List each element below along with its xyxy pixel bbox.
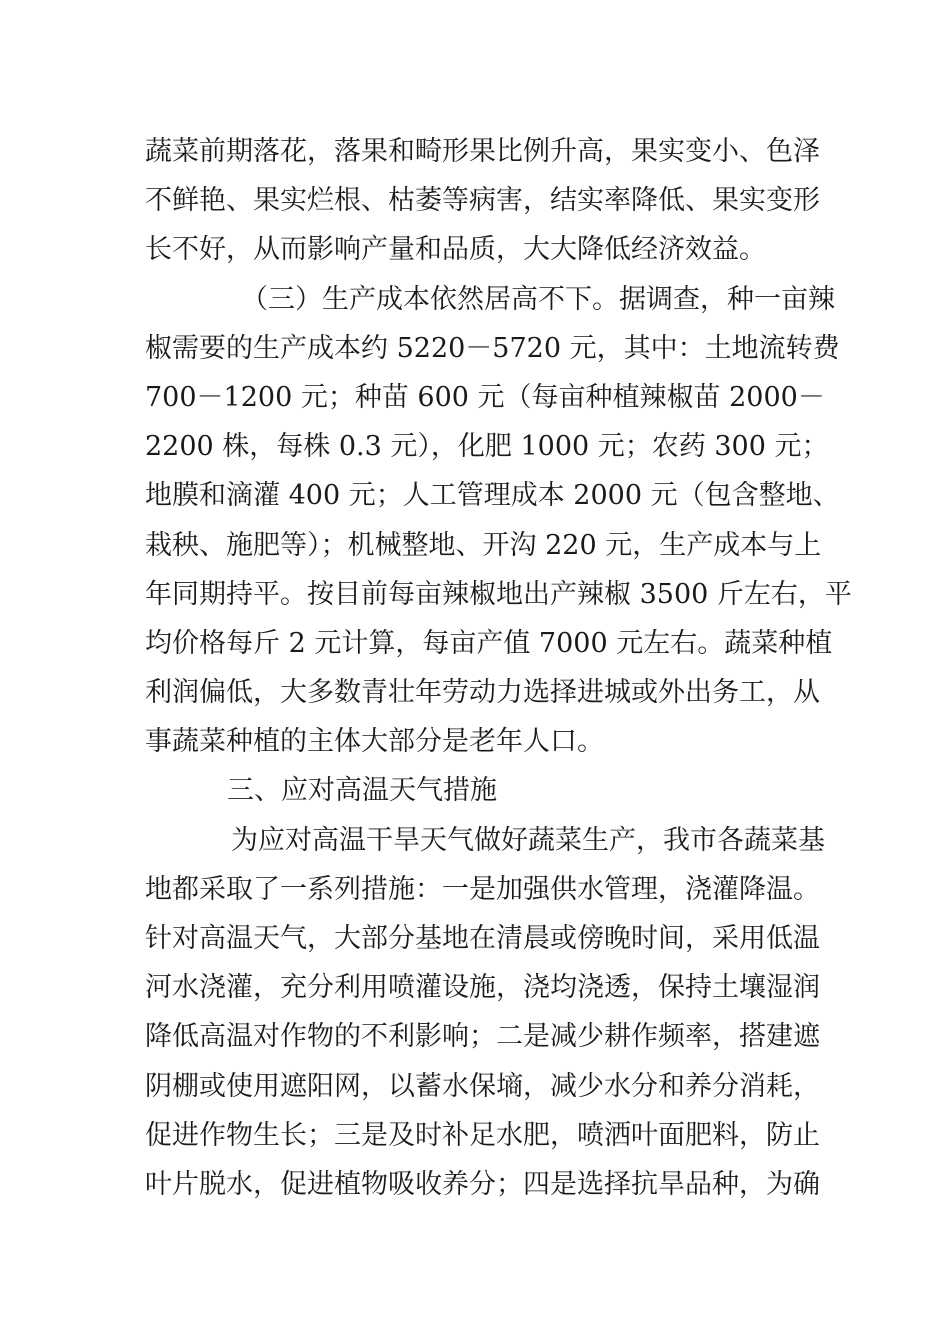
text-line: 促进作物生长；三是及时补足水肥，喷洒叶面肥料，防止 (145, 1119, 820, 1151)
text-line: 均价格每斤 2 元计算，每亩产值 7000 元左右。蔬菜种植 (145, 627, 833, 659)
text-line: 年同期持平。按目前每亩辣椒地出产辣椒 3500 斤左右，平 (145, 578, 852, 610)
text-line: 叶片脱水，促进植物吸收养分；四是选择抗旱品种，为确 (145, 1168, 820, 1200)
section-heading-cost: （三）生产成本依然居高不下。据调查，种一亩辣 (241, 283, 835, 315)
section-heading-measures: 三、应对高温天气措施 (227, 775, 497, 807)
text-line: 阴棚或使用遮阳网，以蓄水保墒，减少水分和养分消耗， (145, 1070, 820, 1102)
text-line: 蔬菜前期落花，落果和畸形果比例升高，果实变小、色泽 (145, 136, 820, 167)
text-line: 河水浇灌，充分利用喷灌设施，浇均浇透，保持土壤湿润 (145, 972, 820, 1004)
text-line: 椒需要的生产成本约 5220－5720 元，其中：土地流转费 (145, 332, 840, 364)
text-line: 栽秧、施肥等）；机械整地、开沟 220 元，生产成本与上 (145, 529, 822, 561)
text-line: 地膜和滴灌 400 元；人工管理成本 2000 元（包含整地、 (145, 480, 840, 512)
text-line: 地都采取了一系列措施：一是加强供水管理，浇灌降温。 (145, 873, 820, 905)
text-line: 2200 株，每株 0.3 元），化肥 1000 元；农药 300 元； (145, 431, 829, 463)
text-line: 利润偏低，大多数青壮年劳动力选择进城或外出务工，从 (145, 677, 820, 709)
text-line: 长不好，从而影响产量和品质，大大降低经济效益。 (145, 234, 766, 266)
text-line: 为应对高温干旱天气做好蔬菜生产，我市各蔬菜基 (231, 824, 825, 856)
body-text (145, 127, 852, 1209)
text-line: 针对高温天气，大部分基地在清晨或傍晚时间，采用低温 (145, 923, 820, 954)
text-line: 事蔬菜种植的主体大部分是老年人口。 (145, 726, 604, 758)
text-line: 降低高温对作物的不利影响；二是减少耕作频率，搭建遮 (145, 1021, 820, 1053)
text-line: 700－1200 元；种苗 600 元（每亩种植辣椒苗 2000－ (145, 381, 825, 413)
text-line: 不鲜艳、果实烂根、枯萎等病害，结实率降低、果实变形 (145, 185, 820, 217)
